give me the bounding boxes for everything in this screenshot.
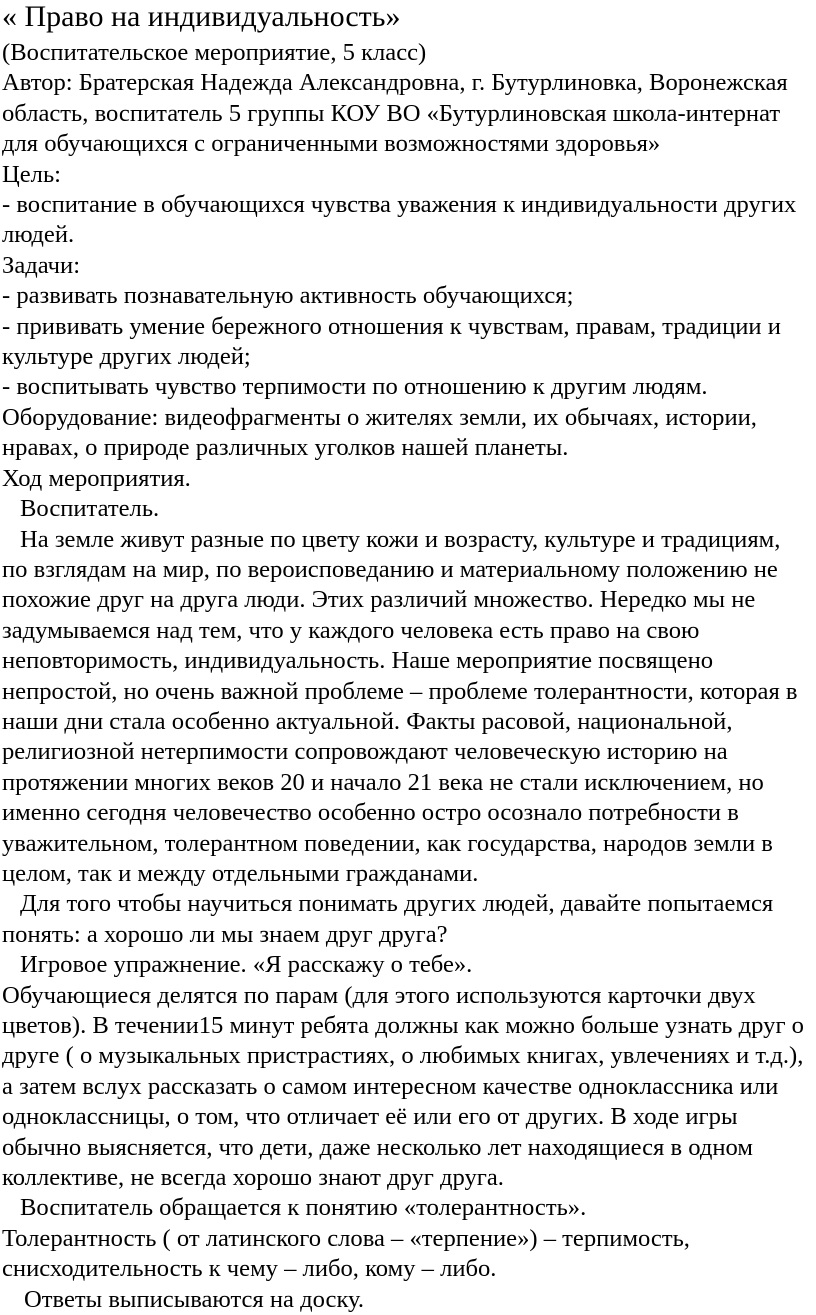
equipment-paragraph: Оборудование: видеофрагменты о жителях земли, их обычаях, истории, нравах, о природе различных уголков нашей планеты. <box>2 403 757 462</box>
goal-heading: Цель: <box>2 160 61 188</box>
game-heading: Игровое упражнение. «Я расскажу о тебе». <box>20 951 473 979</box>
tolerance-definition: Толерантность ( от латинского слова – «терпение») – терпимость, снисходительность к чему – либо, кому – либо. <box>2 1224 690 1283</box>
document-title: « Право на индивидуальность» <box>2 0 401 33</box>
author-line: Автор: Братерская Надежда Александровна, г. Бутурлиновка, Воронежская область, воспитатель 5 группы КОУ ВО «Бутурлиновская школа-интернат для обучающихся с ограниченными возможностями здоровья» <box>2 69 788 158</box>
speaker-label: Воспитатель. <box>20 495 160 523</box>
task-item: - прививать умение бережного отношения к чувствам, правам, традиции и культуре других людей; <box>2 312 781 371</box>
task-item: - развивать познавательную активность обучающихся; <box>2 282 574 310</box>
tolerance-intro: Воспитатель обращается к понятию «толерантность». <box>20 1194 587 1222</box>
progress-heading: Ход мероприятия. <box>2 464 191 492</box>
task-item: - воспитывать чувство терпимости по отношению к другим людям. <box>2 373 708 401</box>
tasks-heading: Задачи: <box>2 251 81 279</box>
game-paragraph: Обучающиеся делятся по парам (для этого используются карточки двух цветов). В течении15 минут ребята должны как можно больше узнать друг о друге ( о музыкальных пристрастиях, о любимых книгах, увлечениях и т.д.), а затем вслух рассказать о самом интересном качестве одноклассника или одноклассницы, о том, что отличает её или его от других. В ходе игры обычно выясняется, что дети, даже несколько лет находящиеся в одном коллективе, не всегда хорошо знают друг друга. <box>2 981 804 1192</box>
question-paragraph: Для того чтобы научиться понимать других людей, давайте попытаемся понять: а хорошо ли мы знаем друг друга? <box>2 890 774 948</box>
intro-paragraph: На земле живут разные по цвету кожи и возрасту, культуре и традициям, по взглядам на мир, по вероисповеданию и материальному положению не похожие друг на друга люди. Этих различий множество. Нередко мы не задумываемся над тем, что у каждого человека есть право на свою неповторимость, индивидуальность. Наше мероприятие посвящено непростой, но очень важной проблеме – проблеме толерантности, которая в наши дни стала особенно актуальной. Факты расовой, национальной, религиозной нетерпимости сопровождают человеческую историю на протяжении многих веков 20 и начало 21 века не стали исключением, но именно сегодня человечество особенно остро осознало потребности в уважительном, толерантном поведении, как государства, народов земли в целом, так и между отдельными гражданами. <box>2 525 798 887</box>
goal-item: - воспитание в обучающихся чувства уважения к индивидуальности других людей. <box>2 191 797 249</box>
answers-note: Ответы выписываются на доску. <box>24 1285 365 1313</box>
document-subtitle: (Воспитательское мероприятие, 5 класс) <box>2 39 427 66</box>
